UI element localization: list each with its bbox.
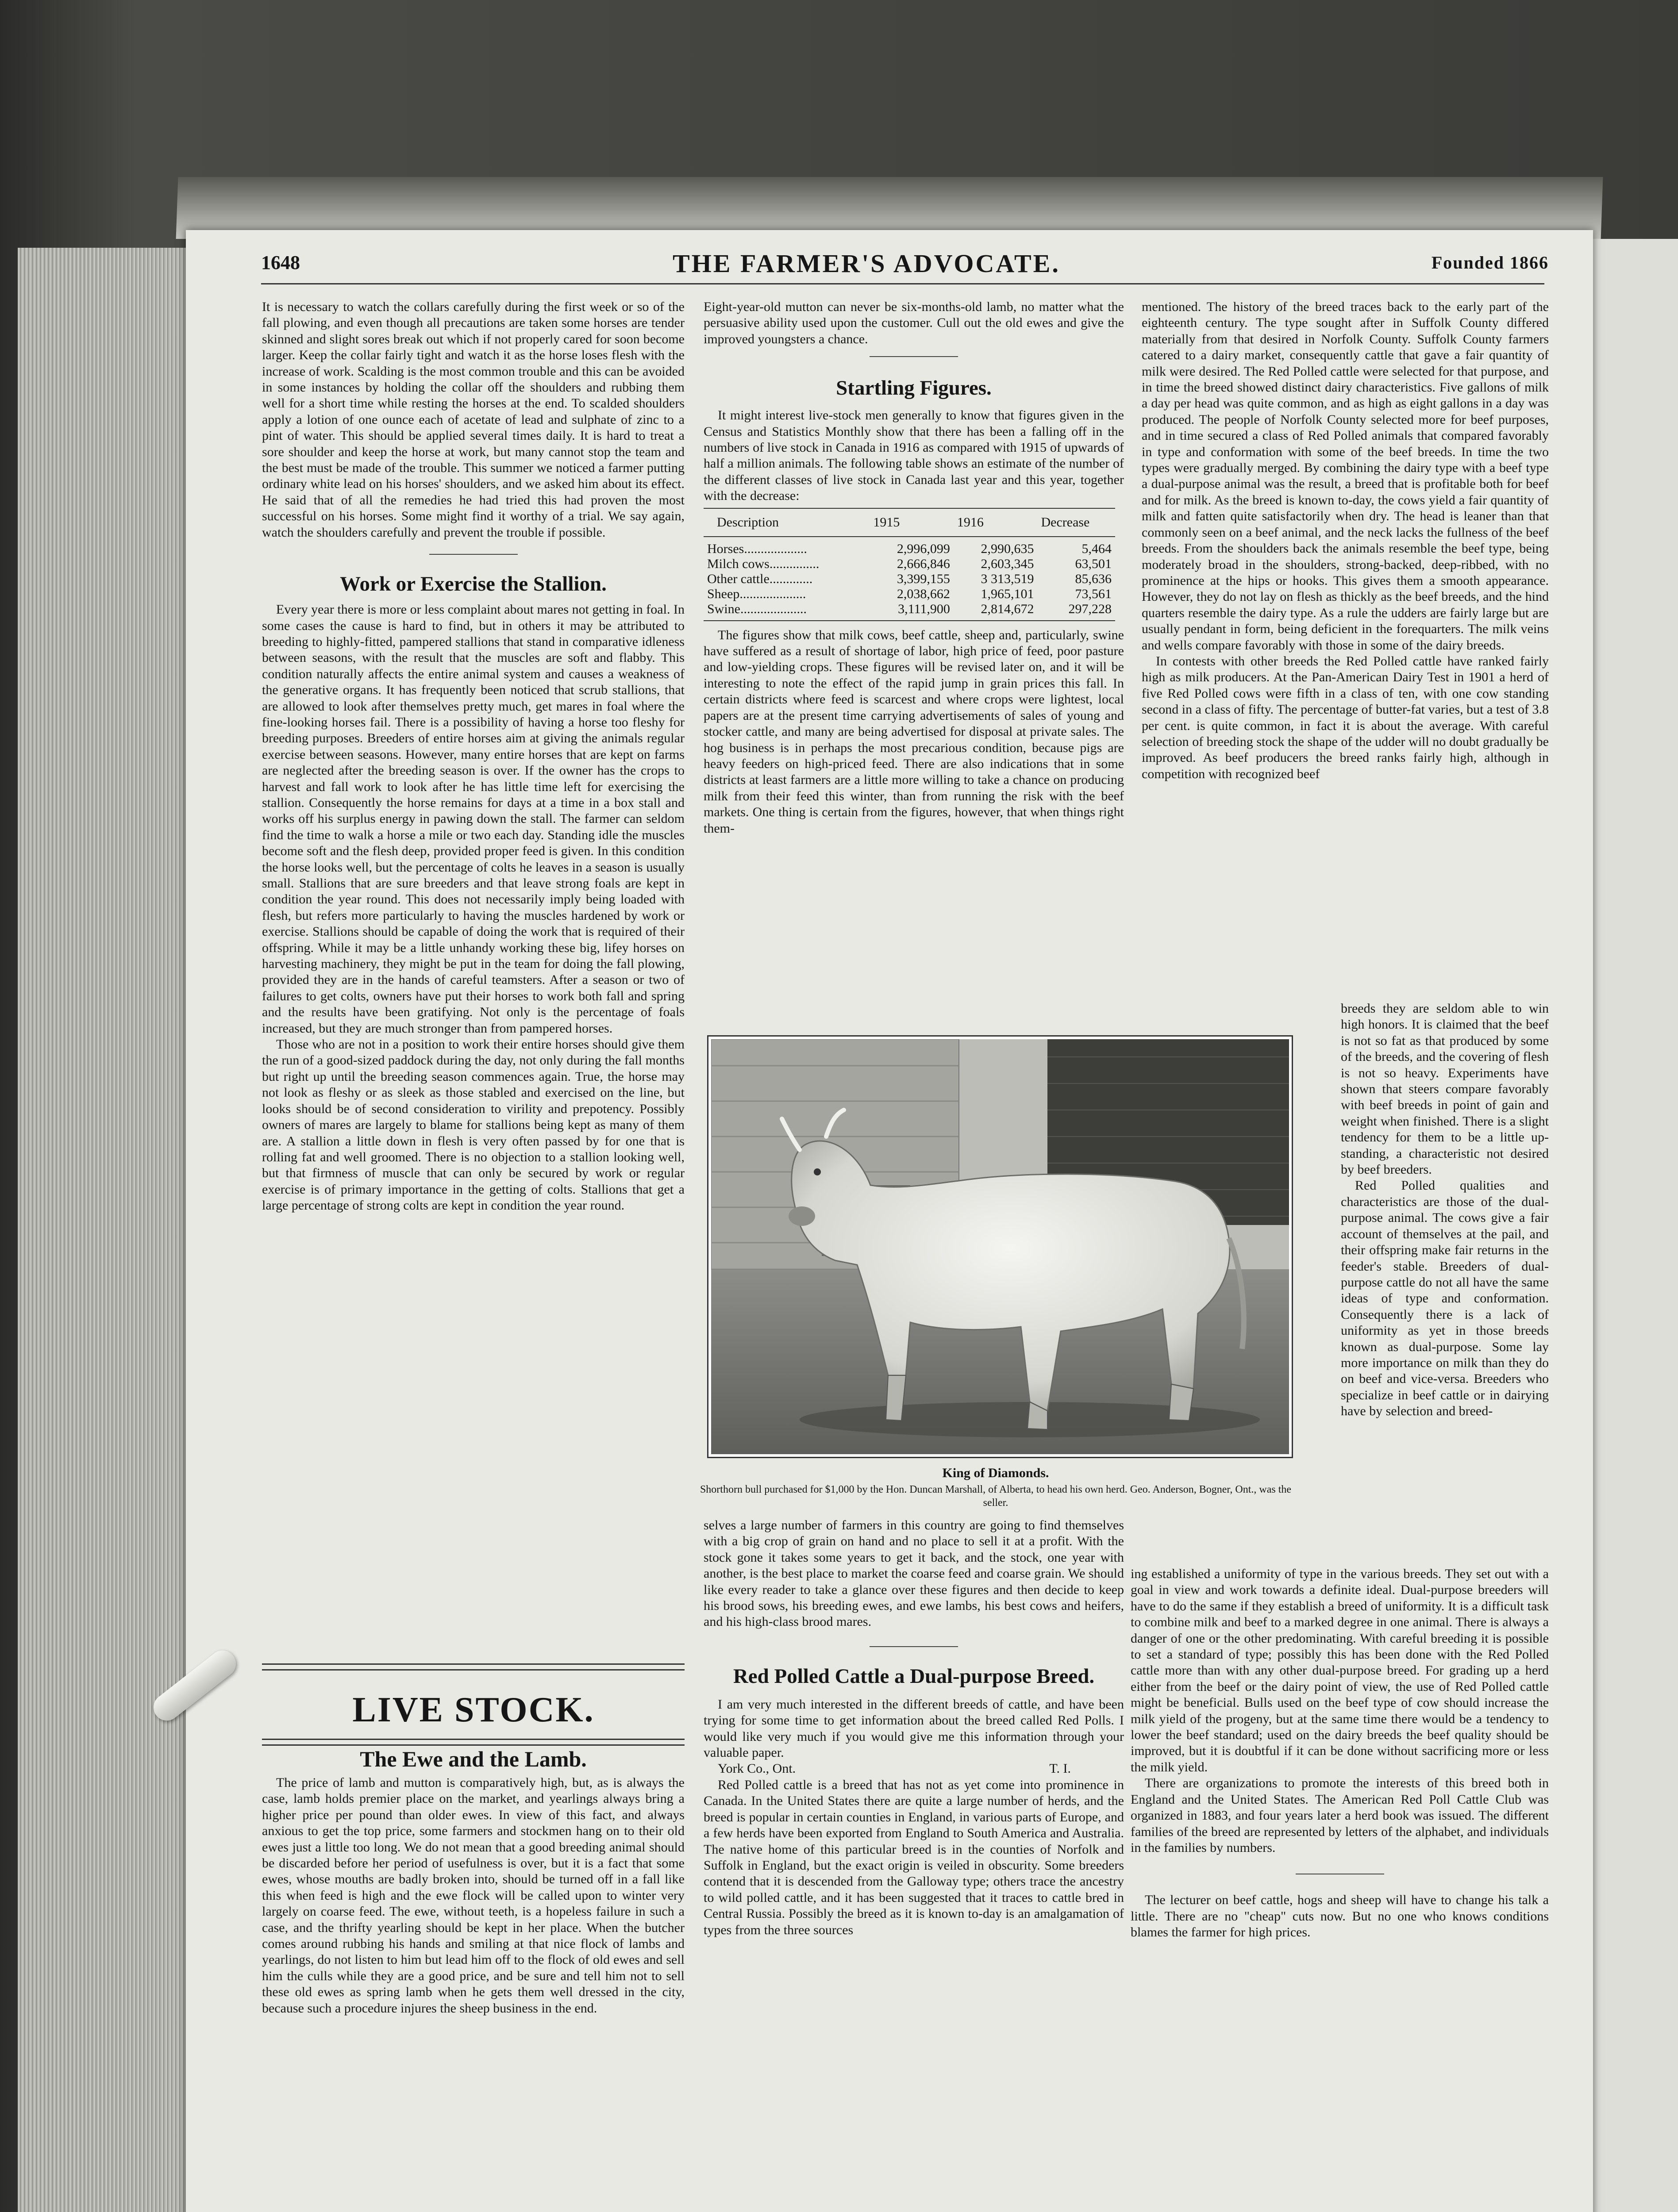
- cell-1916: 3 313,519: [981, 571, 1034, 586]
- column-3-bottom: [1131, 1566, 1549, 1941]
- red-polled-heading: Red Polled Cattle a Dual-purpose Breed.: [733, 1664, 1095, 1688]
- section-rule-bottom: [262, 1739, 685, 1746]
- live-stock-section-title: LIVE STOCK.: [352, 1690, 595, 1729]
- collar-paragraph: It is necessary to watch the collars carefully during the first week or so of the fall plowing, and even though all precautions are taken some horses are tender skinned and slight sores break out which if not properly cared for soon become larger. Keep the collar fairly tight and watch it as the horse loses flesh with the increase of work. Scalding is the most common trouble and this can be avoided in some instances by holding the collar off the shoulders and rubbing them well for a short time while resting the horses at the end. To scalded shoulders apply a lotion of one ounce each of acetate of lead and sulphate of zinc to a pint of water. This should be applied several times daily. It is hard to treat a sore shoulder and keep the horse at work, but many cannot stop the team and the best must be made of the trouble. This summer we noticed a farmer putting ordinary white lead on his horses' shoulders, and we asked him about its effect. He said that of all the remedies he had tried this had proven the most successful on his horses. Some might find it worthy of a trial. We say again, watch the shoulders carefully and prevent the trouble if possible.: [262, 300, 685, 540]
- signature-line: [704, 1761, 1124, 1777]
- page-curl: [176, 177, 1603, 239]
- signature-place: York Co., Ont.: [718, 1761, 796, 1776]
- column-1: [262, 299, 685, 1214]
- divider: [429, 554, 518, 555]
- book-page-edges: [18, 248, 186, 2212]
- table-row: [704, 572, 1115, 587]
- cell-1916: 1,965,101: [981, 586, 1034, 601]
- column-2: [704, 299, 1124, 837]
- col-header-1916: 1916: [954, 508, 1038, 537]
- stallion-heading: Work or Exercise the Stallion.: [340, 572, 607, 596]
- facing-page: [1589, 239, 1678, 2212]
- beef-breeds-paragraph: breeds they are seldom able to win high honors. It is claimed that the beef is not so fat as that produced by some of the breeds, and the covering of flesh is not so heavy. Experiments have shown that steers compare favorably with beef breeds in point of gain and weight when finished. There is a slight tendency for them to be a little up-standing, a characteristic not desired by beef breeders.: [1341, 1001, 1549, 1177]
- breed-history-paragraph: mentioned. The history of the breed traces back to the early part of the eighteenth century. The type sought after in Suffolk County differed materially from that desired in Norfolk County. Suffolk County farmers catered to a dairy market, consequently cattle that gave a fair quantity of milk were desired. The Red Polled cattle were selected for that purpose, and in time the breed showed distinct dairy characteristics. Five gallons of milk a day per head was quite common, and as high as eight gallons in a day was produced. The people of Norfolk County selected more for beef purposes, and in time secured a class of Red Polled animals that compared favorably in type and conformation with some of the beef breeds. In time the two types were gradually merged. By combining the dairy type with a beef type a dual-purpose animal was the result, a breed that is profitable both for beef and for milk. As the breed is known to-day, the cows yield a fair quantity of milk and fatten quite satisfactorily when dry. The head is leaner than that commonly seen on a beef animal, and the neck lacks the fullness of the beef breeds. From the shoulders back the animals resemble the beef type, being moderately broad in the shoulders, strong-backed, deep-ribbed, with no prominence at the hips or hooks. This gives them a smooth appearance. However, they do not lay on flesh as thickly as the beef breeds, and the hind quarters resemble the dairy type. As a rule the udders are fairly large but are usually pendant in form, being deficient in the forequarters. The milk veins and wells compare favorably with those in some of the dairy breeds.: [1142, 300, 1549, 653]
- cell-decrease: 85,636: [1075, 571, 1112, 586]
- table-row: [704, 602, 1115, 621]
- cell-1916: 2,603,345: [981, 556, 1034, 571]
- divider: [870, 356, 958, 357]
- stallion-paragraph-2: Those who are not in a position to work their entire horses should give them the run of a good-sized paddock during the day, not only during the fall months but right up until the breeding season commences again. True, the horse may not look as fleshy or as sleek as those stabled and exercised on the line, but looks should be of second consideration to virility and prepotency. Possibly owners of mares are largely to blame for stallions being kept as many of them are. A stallion a little down in flesh is very often passed by for one that is rolling fat and well groomed. There is no objection to a stallion looking well, but that firmness of muscle that can only be secured by work or regular exercise is of primary importance in the getting of colts. Stallions that get a large percentage of strong colts are kept in condition the year round.: [262, 1037, 685, 1213]
- signature-initials: T. I.: [1049, 1761, 1071, 1776]
- page-number: 1648: [261, 252, 300, 273]
- cell-1916: 2,990,635: [981, 541, 1034, 556]
- cell-1916: 2,814,672: [954, 602, 1038, 621]
- masthead: THE FARMER'S ADVOCATE.: [673, 249, 1060, 278]
- cell-decrease: 297,228: [1037, 602, 1115, 621]
- cell-decrease: 73,561: [1075, 586, 1112, 601]
- organizations-paragraph: There are organizations to promote the interests of this breed both in England and the United States. The American Red Poll Cattle Club was organized in 1883, and four years later a herd book was issued. The different families of the breed are represented by letters of the alphabet, and individuals in the families by numbers.: [1131, 1776, 1549, 1855]
- uniformity-paragraph: ing established a uniformity of type in the various breeds. They set out with a goal in view and work towards a definite ideal. Dual-purpose breeders will have to do the same if they establish a breed of uniformity. It is a difficult task to combine milk and beef to a marked degree in one animal. There is always a danger of one or the other predominating. With careful breeding it is possible to set a standard of type; possibly this has been done with the Red Polled cattle more than with any other dual-purpose breed. For grading up a herd either from the beef or the dairy point of view, the use of Red Polled cattle might be beneficial. Bulls used on the beef type of cow should increase the milk yield of the progeny, but at the same time there would be a tendency to lower the beef standard; used on the dairy breeds the beef quality should be improved, but it is doubtful if it can be done without sacrificing more or less the milk yield.: [1131, 1567, 1549, 1774]
- cell-decrease: 5,464: [1081, 541, 1112, 556]
- cell-1915: 2,666,846: [897, 556, 950, 571]
- column-3-narrow: [1341, 1001, 1549, 1420]
- figures-analysis: The figures show that milk cows, beef cattle, sheep and, particularly, swine have suffered as a result of shortage of labor, high price of feed, poor pasture and low-yielding crops. These figures will be revised later on, and it will be interesting to note the effect of the rapid jump in grain prices this fall. In certain districts where feed is scarcest and where crops were lightest, local papers are at the present time carrying advertisements of sales of young and stocker cattle, and many are being advertised for disposal at private sales. The hog business is in perhaps the most precarious condition, because pigs are heavy feeders on high-priced feed. There are also indications that in some districts at least farmers are a little more willing to take a chance on producing milk from their feed this winter, than from running the risk with the beef markets. One thing is certain from the figures, however, that when things right them-: [704, 627, 1124, 836]
- col-header-description: Description: [704, 508, 870, 537]
- cell-description: Sheep....................: [707, 586, 806, 601]
- page-header: [261, 249, 1549, 278]
- ewe-lamb-heading: The Ewe and the Lamb.: [360, 1747, 587, 1771]
- cell-decrease: 63,501: [1075, 556, 1112, 571]
- table-row: [704, 587, 1115, 602]
- table-row: [704, 557, 1115, 572]
- cell-1915: 2,038,662: [897, 586, 950, 601]
- lecturer-note: The lecturer on beef cattle, hogs and sheep will have to change his talk a little. There are no "cheap" cuts now. But no one who knows conditions blames the farmer for high prices.: [1131, 1893, 1549, 1940]
- cell-1915: 2,996,099: [897, 541, 950, 556]
- cell-description: Swine....................: [704, 602, 870, 621]
- cell-description: Milch cows...............: [707, 556, 820, 571]
- red-polled-answer: Red Polled cattle is a breed that has not as yet come into prominence in Canada. In the United States there are quite a large number of herds, and the breed is popular in certain counties in England, in various parts of Europe, and a few herds have been exported from England to South America and Australia. The native home of this particular breed is in the counties of Norfolk and Suffolk in England, but the exact origin is veiled in obscurity. Some breeders contend that it is descended from the Galloway type; others trace the ancestry to wild polled cattle, and it has been suggested that it traces to cattle bred in Central Russia. Possibly the breed as it is known to-day is an amalgamation of types from the three sources: [704, 1777, 1124, 1937]
- startling-figures-heading: Startling Figures.: [836, 376, 992, 400]
- column-2-bottom: [704, 1517, 1124, 1938]
- bull-image: [711, 1039, 1289, 1454]
- header-rule: [261, 283, 1544, 284]
- section-rule: [262, 1663, 685, 1671]
- livestock-table: [704, 508, 1115, 621]
- query-paragraph: I am very much interested in the different breeds of cattle, and have been trying for some time to get information about the breed called Red Polls. I would like very much if you would give me this information through your valuable paper.: [704, 1697, 1124, 1760]
- col-header-decrease: Decrease: [1037, 508, 1115, 537]
- table-row: [704, 537, 1115, 557]
- col-header-1915: 1915: [870, 508, 954, 537]
- founded-label: Founded 1866: [1431, 253, 1549, 273]
- qualities-paragraph: Red Polled qualities and characteristics are those of the dual-purpose animal. The cows give a fair account of themselves at the pail, and their offspring make fair returns in the feeder's stable. Breeders of dual-purpose cattle do not all have the same ideas of type and conformation. Consequently there is a lack of uniformity as yet in those breeds known as dual-purpose. Some lay more importance on milk than they do on beef and vice-versa. Breeders who specialize in beef cattle or in dairying have by selection and breed-: [1341, 1178, 1549, 1419]
- photo-caption: Shorthorn bull purchased for $1,000 by the Hon. Duncan Marshall, of Alberta, to head his own herd. Geo. Anderson, Bogner, Ont., was the seller.: [700, 1484, 1292, 1509]
- cell-description: Horses...................: [707, 541, 807, 556]
- photo-title: King of Diamonds.: [942, 1466, 1049, 1480]
- column-3: [1142, 299, 1549, 782]
- contests-paragraph: In contests with other breeds the Red Polled cattle have ranked fairly high as milk producers. At the Pan-American Dairy Test in 1901 a herd of five Red Polled cows were fifth in a class of ten, with one cow standing second in a class of fifty. The percentage of butter-fat varies, but a test of 3.8 per cent. is quite common, in fact it is about the average. With careful selection of breeding stock the shape of the udder will no doubt gradually be improved. As beef producers the breed ranks fairly high, although in competition with recognized beef: [1142, 653, 1549, 781]
- cell-1915: 3,111,900: [870, 602, 954, 621]
- figures-intro: It might interest live-stock men generally to know that figures given in the Census and Statistics Monthly show that there has been a falling off in the numbers of live stock in Canada in 1916 as compared with 1915 of upwards of half a million animals. The following table shows an estimate of the number of the different classes of live stock in Canada last year and this year, together with the decrease:: [704, 408, 1124, 503]
- stallion-paragraph-1: Every year there is more or less complaint about mares not getting in foal. In some cases the cause is hard to find, but in others it may be attributed to breeding to highly-fitted, pampered stallions that stand in comparative idleness between seasons, with the result that the muscles are soft and flabby. This condition naturally affects the entire animal system and causes a weakness of the generative organs. It has frequently been noticed that scrub stallions, that are allowed to look after themselves pretty much, get mares in foal where the fine-looking horses fail. There is a possibility of having a horse too fleshy for breeding purposes. Breeders of entire horses aim at giving the animals regular exercise between seasons. However, many entire horses that are kept on farms are neglected after the breeding season is over. If the owner has the crops to harvest and fall work to look after he has little time left for exercising the stallion. Consequently the horse remains for days at a time in a box stall and works off his surplus energy in pawing down the stall. The farmer can seldom find the time to walk a horse a mile or two each day. Standing idle the muscles become soft and the flesh deep, provided proper feed is given. In this condition the horse looks well, but the percentage of colts he leaves in a season is usually small. Stallions that are sure breeders and that leave strong foals are kept in condition the year round. This does not necessarily imply being loaded with flesh, but refers more particularly to having the muscles hardened by work or exercise. Stallions should be capable of doing the work that is required of their offspring. While it may be a little unhandy working these big, lifey horses on harvesting machinery, they might be put in the team for doing the fall plowing, provided they are in the hands of careful teamsters. After a season or two of failures to get colts, owners have put their horses to work both fall and spring and the results have been gratifying. Not only is the percentage of foals increased, but they are much stronger than from pampered horses.: [262, 602, 685, 1036]
- figures-conclusion: selves a large number of farmers in this country are going to find themselves with a big crop of grain on hand and no place to sell it at a profit. With the stock gone it takes some years to get it back, and the stock, one year with another, is the best place to market the coarse feed and coarse grain. We should like every reader to take a glance over these figures and then decide to keep his brood sows, his breeding ewes, and ewe lambs, his best cows and heifers, and his high-class brood mares.: [704, 1518, 1124, 1629]
- divider: [870, 1646, 958, 1647]
- mutton-paragraph: Eight-year-old mutton can never be six-months-old lamb, no matter what the persuasive ability used upon the customer. Cull out the old ewes and give the improved youngsters a chance.: [704, 300, 1124, 346]
- ewe-lamb-article: [262, 1746, 685, 2016]
- bull-photo: [711, 1039, 1289, 1454]
- bull-photo-frame: [707, 1035, 1293, 1458]
- cell-1915: 3,399,155: [897, 571, 950, 586]
- ewe-lamb-paragraph: The price of lamb and mutton is comparatively high, but, as is always the case, lamb holds premier place on the market, and yearlings always bring a higher price per pound than older ewes. In view of this fact, and always anxious to get the top price, some farmers and stockmen hang on to their old ewes just a little too long. We do not mean that a good breeding animal should be discarded before her period of usefulness is over, but it is a fact that some ewes, whose mouths are badly broken into, should be turned off in a fall like this when feed is high and the ewe flock will be called upon to winter very largely on coarse feed. The ewe, without teeth, is a hopeless failure in such a case, and the thrifty yearling should be kept in her place. When the butcher comes around rubbing his hands and smiling at that nice flock of lambs and yearlings, do not listen to him but lead him off to the flock of old ewes and sell him the culls while they are a good price, and be sure and tell him not to sell these old ewes as spring lamb when he gets them well dressed in the city, because such a procedure injures the sheep business in the end.: [262, 1775, 685, 2016]
- cell-description: Other cattle.............: [707, 571, 813, 586]
